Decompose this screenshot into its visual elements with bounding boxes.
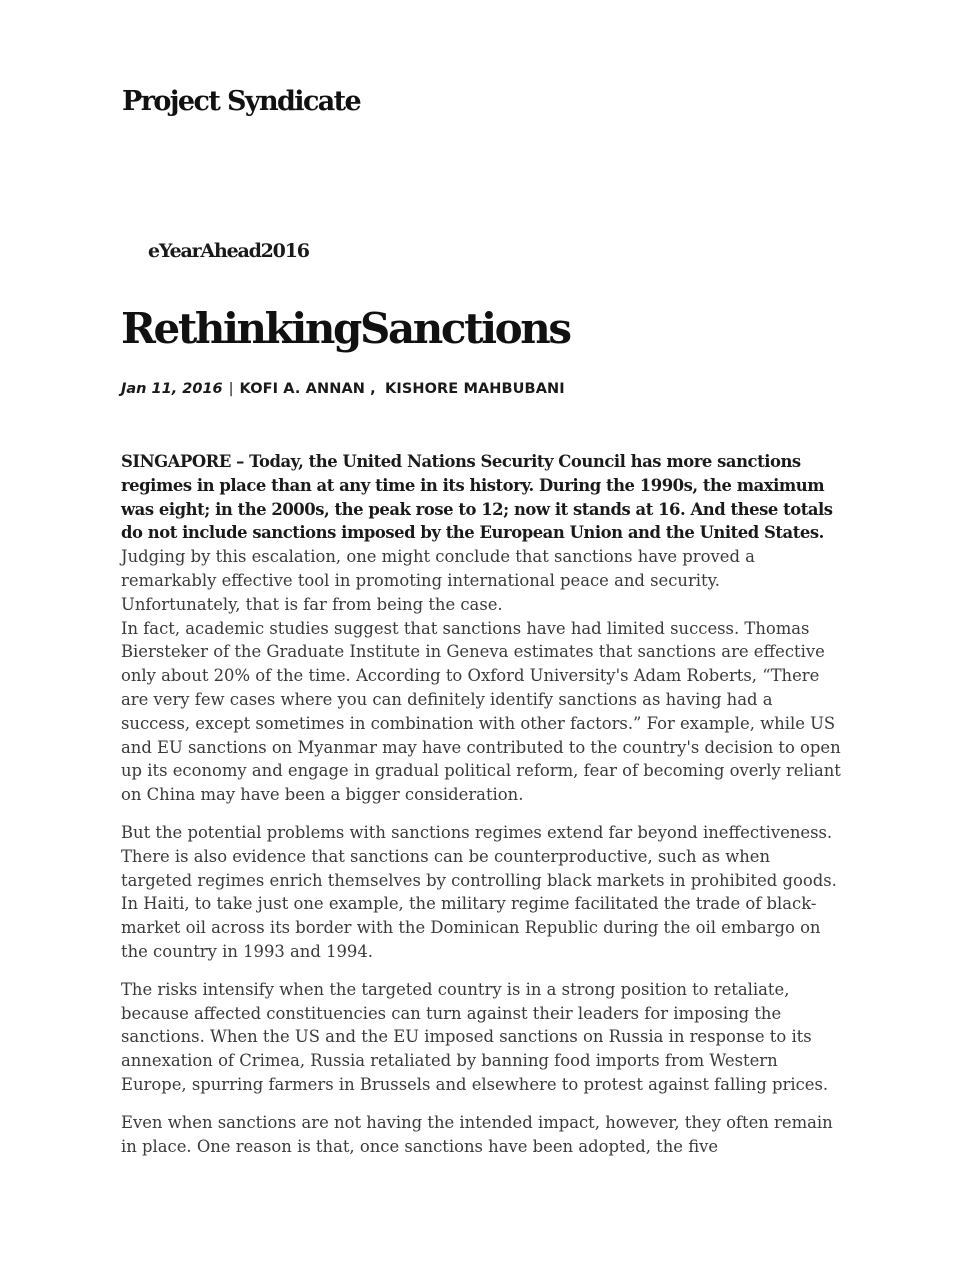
body-paragraph: The risks intensify when the targeted country is in a strong position to retaliate, because affected constituencies can turn against their leaders for imposing the sanctions. When the US and the EU imposed sanctions on Russia in response to its annexation of Crimea, Russia retaliated by banning food imports from Western Europe, spurring farmers in Brussels and elsewhere to protest against falling prices. <box>121 979 829 1094</box>
body-paragraph: But the potential problems with sanctions regimes extend far beyond ineffectiveness. There is also evidence that sanctions can be counterproductive, such as when targeted regimes enrich themselves by controlling black markets in prohibited goods. In Haiti, to take just one example, the military regime facilitated the trade of black-market oil across its border with the Dominican Republic during the oil embargo on the country in 1993 and 1994. <box>121 822 837 961</box>
article-title: RethinkingSanctions <box>121 304 570 353</box>
publish-date: Jan 11, 2016 <box>121 381 223 397</box>
section-tag[interactable]: eYearAhead2016 <box>148 240 309 262</box>
byline <box>121 381 565 397</box>
publication-logo[interactable]: Project Syndicate <box>122 86 361 117</box>
body-paragraph: Judging by this escalation, one might conclude that sanctions have proved a remarkably effective tool in promoting international peace and security. Unfortunately, that is far from being the case. <box>121 547 755 614</box>
lead-paragraph: SINGAPORE – Today, the United Nations Security Council has more sanctions regimes in place than at any time in its history. During the 1990s, the maximum was eight; in the 2000s, the peak rose to 12; now it stands at 16. And these totals do not include sanctions imposed by the European Union and the United States. <box>121 452 833 543</box>
author-link[interactable]: KISHORE MAHBUBANI <box>384 381 565 397</box>
body-paragraph: Even when sanctions are not having the intended impact, however, they often remain in place. One reason is that, once sanctions have been adopted, the five <box>121 1112 833 1156</box>
article-body <box>121 450 841 1158</box>
author-link[interactable]: KOFI A. ANNAN , <box>239 381 376 397</box>
body-paragraph: In fact, academic studies suggest that sanctions have had limited success. Thomas Biersteker of the Graduate Institute in Geneva estimates that sanctions are effective only about 20% of the time. According to Oxford University's Adam Roberts, “There are very few cases where you can definitely identify sanctions as having had a success, except sometimes in combination with other factors.” For example, while US and EU sanctions on Myanmar may have contributed to the country's decision to open up its economy and engage in gradual political reform, fear of becoming overly reliant on China may have been a bigger consideration. <box>121 618 841 805</box>
byline-separator: | <box>228 381 234 397</box>
